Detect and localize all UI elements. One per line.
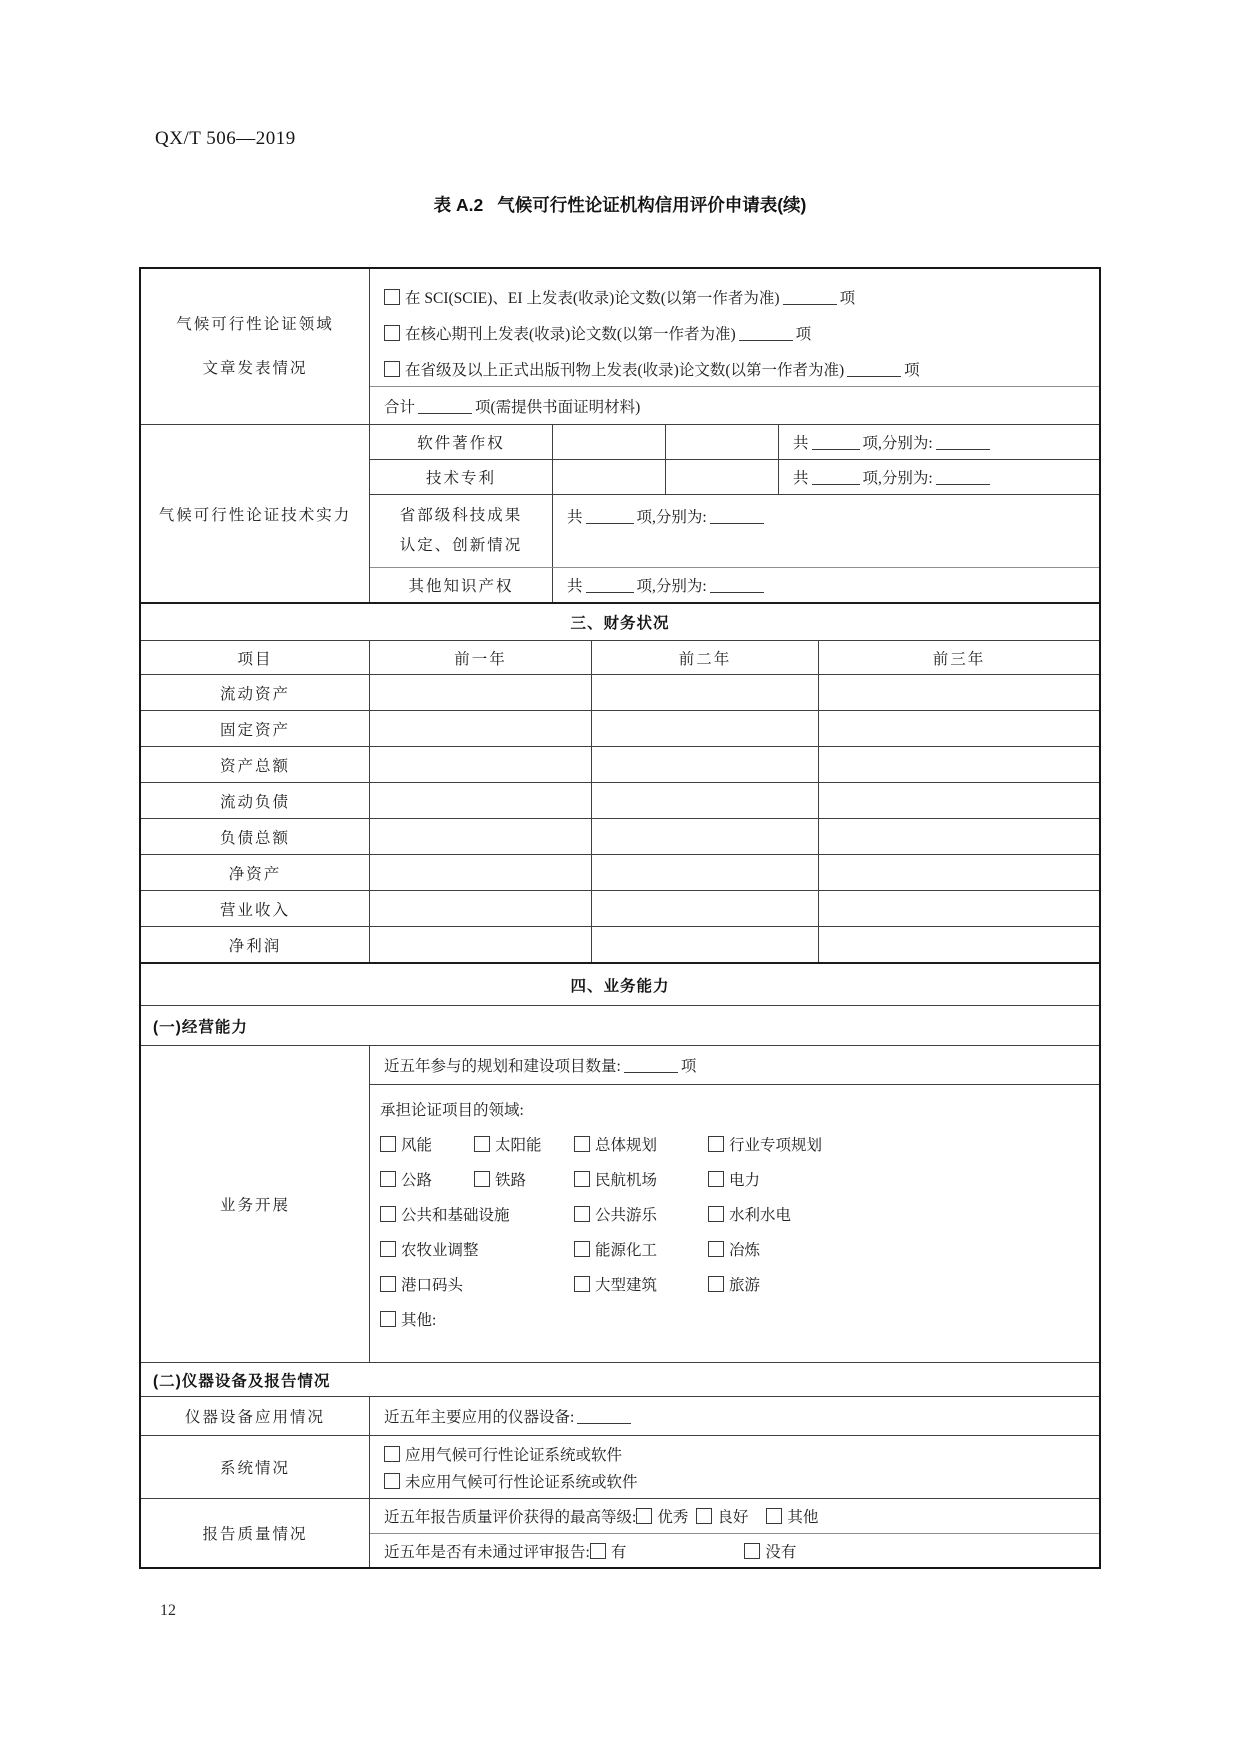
publication-item-line [384,351,1091,387]
finance-data-cell [818,747,1099,782]
system-row [141,1435,1099,1498]
checkbox-icon [574,1276,590,1292]
field-item-label: 水利水电 [729,1206,792,1224]
finance-data-cell [369,855,591,890]
blank-underline [710,577,764,593]
finance-data-cell [818,783,1099,818]
field-item [574,1273,708,1295]
field-item [574,1133,708,1155]
checkbox-icon [380,1241,396,1257]
blank-underline [739,325,793,341]
publication-item-text: 在核心期刊上发表(收录)论文数(以第一作者为准) [405,326,736,343]
tech-row-label: 技术专利 [425,470,496,487]
count-cell [778,425,1099,459]
publication-item-line [384,315,1091,351]
checkbox-icon [708,1241,724,1257]
field-item [380,1133,474,1155]
checkbox-icon [574,1136,590,1152]
count-line [793,466,993,488]
projects-count-suffix: 项 [680,1058,697,1075]
empty-cell [552,425,665,459]
finance-row [141,926,1099,962]
finance-row-label: 净资产 [228,865,282,883]
count-p1: 共 [567,509,583,526]
option-label: 没有 [765,1543,797,1561]
checkbox-icon [744,1543,760,1559]
checkbox-icon [380,1171,396,1187]
finance-header-cell: 前一年 [369,641,591,674]
technical-rowgroup [141,424,1099,602]
checkbox-icon [590,1543,606,1559]
system-options-cell [369,1436,1099,1498]
field-item [574,1168,708,1190]
finance-data-cell [369,819,591,854]
option-label: 良好 [717,1509,749,1526]
count-p1: 共 [793,470,809,487]
blank-underline [710,508,764,524]
table-title-prefix: 表 A.2 [433,195,484,215]
publications-row-label [141,269,369,424]
finance-data-cell [591,747,818,782]
publication-item-suffix: 项 [795,326,812,343]
system-row-label: 系统情况 [219,1460,290,1477]
option-label: 有 [610,1543,627,1561]
table-row [370,567,1099,602]
field-item-label: 行业专项规划 [729,1136,823,1154]
finance-row [141,710,1099,746]
fields-row [380,1231,1093,1266]
finance-header-cell: 项目 [237,650,273,668]
blank-underline [586,577,634,593]
instrument-cell [369,1397,1099,1435]
blank-underline [577,1408,631,1424]
finance-row [141,818,1099,854]
finance-row-label: 营业收入 [219,901,290,919]
finance-row-label: 负债总额 [219,829,290,847]
publications-total-cell [370,386,1099,424]
field-item-label: 公共游乐 [595,1206,658,1224]
checkbox-icon [636,1508,652,1524]
count-p2: 项,分别为: [862,435,933,452]
review-option [744,1540,796,1562]
count-line [793,431,993,453]
grade-option [696,1505,748,1527]
field-item-label: 农牧业调整 [401,1241,479,1259]
tech-row-label-line: 省部级科技成果 [399,506,523,524]
empty-cell [665,425,778,459]
checkbox-icon [696,1508,712,1524]
tech-row-label-line: 认定、创新情况 [399,537,523,554]
field-item [474,1133,574,1155]
checkbox-icon [380,1276,396,1292]
publication-item-suffix: 项 [904,362,920,379]
report-review-text: 近五年是否有未通过评审报告: [384,1543,590,1561]
field-item [380,1168,474,1190]
finance-data-cell [591,783,818,818]
fields-row [380,1196,1093,1231]
count-cell [552,568,1099,602]
finance-row-label: 固定资产 [219,721,290,739]
business-dev-rowgroup [141,1045,1099,1362]
page-number: 12 [160,1602,176,1619]
projects-count-cell [370,1046,1099,1084]
finance-row [141,854,1099,890]
finance-data-cell [818,675,1099,710]
blank-underline [783,289,837,305]
count-line [567,574,767,596]
projects-count-line [384,1054,696,1076]
field-item-label: 旅游 [729,1276,761,1294]
fields-row [380,1266,1093,1301]
tech-row-label: 软件著作权 [417,435,505,452]
field-item [380,1238,574,1260]
field-item [380,1203,574,1225]
business-dev-label: 业务开展 [219,1197,290,1214]
checkbox-icon [708,1171,724,1187]
field-item-label: 公路 [401,1171,433,1189]
checkbox-icon [474,1171,490,1187]
grade-option [636,1505,688,1527]
total-suffix: 项(需提供书面证明材料) [475,398,641,416]
tech-row-label: 其他知识产权 [408,578,514,595]
field-item-label: 公共和基础设施 [401,1206,510,1224]
finance-data-cell [818,927,1099,962]
report-review-cell [370,1533,1099,1567]
checkbox-icon [574,1206,590,1222]
count-p1: 共 [567,578,583,595]
publications-items-cell [370,269,1099,386]
checkbox-icon [574,1241,590,1257]
business-section-title: 四、业务能力 [141,962,1099,1005]
review-option [590,1540,627,1562]
option-label: 其他 [787,1509,819,1526]
system-option-label: 未应用气候可行性论证系统或软件 [405,1473,638,1491]
report-grade-text: 近五年报告质量评价获得的最高等级: [384,1509,637,1526]
field-item-label: 港口码头 [401,1276,464,1294]
publication-item-suffix: 项 [839,290,856,307]
field-item-label: 大型建筑 [595,1276,658,1294]
blank-underline [586,508,634,524]
document-code: QX/T 506—2019 [155,128,296,149]
blank-underline [418,398,472,414]
finance-row-label: 净利润 [228,937,282,955]
instrument-row [141,1396,1099,1435]
count-line [567,505,767,527]
field-item [708,1203,791,1225]
field-item-label: 能源化工 [595,1241,658,1259]
finance-row [141,890,1099,926]
finance-data-cell [369,747,591,782]
checkbox-icon [708,1206,724,1222]
field-item [574,1203,708,1225]
system-option-line [384,1440,1091,1467]
field-item-label: 总体规划 [595,1136,658,1154]
blank-underline [936,434,990,450]
finance-data-cell [591,819,818,854]
empty-cell [665,460,778,494]
blank-underline [936,469,990,485]
grade-option [766,1505,818,1527]
table-title-main: 气候可行性论证机构信用评价申请表(续) [497,195,807,215]
field-item [708,1238,760,1260]
checkbox-icon [384,1473,400,1489]
finance-data-cell [369,711,591,746]
fields-cell [370,1084,1099,1362]
table-title [0,192,1240,217]
fields-row [380,1301,1093,1336]
fields-row [380,1161,1093,1196]
finance-data-cell [818,711,1099,746]
empty-cell [552,460,665,494]
checkbox-icon [384,1446,400,1462]
finance-row-label: 资产总额 [219,757,290,775]
checkbox-icon [708,1276,724,1292]
fields-title: 承担论证项目的领域: [380,1101,524,1119]
field-item [708,1133,822,1155]
blank-underline [812,469,860,485]
field-item [380,1308,436,1330]
operating-capability-subtitle: (一)经营能力 [141,1005,1099,1045]
publication-item-line [384,279,1091,315]
finance-data-cell [591,927,818,962]
checkbox-icon [380,1311,396,1327]
checkbox-icon [384,289,400,305]
instrument-line [384,1405,634,1427]
table-row [370,494,1099,567]
blank-underline [624,1057,678,1073]
finance-data-cell [818,819,1099,854]
blank-underline [847,361,901,377]
tech-row-label [370,495,552,567]
field-item-label: 太阳能 [495,1136,542,1154]
field-item-label: 其他: [401,1311,437,1329]
application-table [139,267,1101,1569]
report-grade-cell [370,1499,1099,1533]
count-p2: 项,分别为: [636,578,707,595]
finance-data-cell [818,855,1099,890]
field-item [380,1273,574,1295]
report-review-line [384,1540,796,1562]
checkbox-icon [380,1136,396,1152]
system-option-line [384,1467,1091,1494]
instrument-text: 近五年主要应用的仪器设备: [384,1409,575,1426]
finance-row-label: 流动负债 [219,793,290,811]
option-label: 优秀 [657,1509,689,1526]
table-row [370,459,1099,494]
finance-header-row [141,640,1099,674]
checkbox-icon [574,1171,590,1187]
field-item-label: 风能 [401,1136,433,1154]
count-p1: 共 [793,435,809,452]
checkbox-icon [708,1136,724,1152]
finance-data-cell [369,783,591,818]
publications-row-label-line: 文章发表情况 [202,359,308,377]
field-item-label: 电力 [729,1171,761,1189]
field-item [574,1238,708,1260]
finance-data-cell [591,891,818,926]
finance-data-cell [818,891,1099,926]
checkbox-icon [474,1136,490,1152]
report-quality-label: 报告质量情况 [202,1526,308,1543]
checkbox-icon [384,361,400,377]
count-p2: 项,分别为: [636,509,707,526]
count-cell [778,460,1099,494]
publications-rowgroup [141,269,1099,424]
checkbox-icon [766,1508,782,1524]
finance-header-cell: 前三年 [818,641,1099,674]
checkbox-icon [380,1206,396,1222]
count-cell [552,495,1099,567]
finance-row [141,782,1099,818]
blank-underline [812,434,860,450]
finance-data-cell [369,927,591,962]
equipment-subtitle: (二)仪器设备及报告情况 [141,1362,1099,1396]
projects-count-text: 近五年参与的规划和建设项目数量: [384,1058,621,1075]
finance-row-label: 流动资产 [219,685,290,703]
instrument-row-label: 仪器设备应用情况 [184,1409,325,1426]
finance-data-cell [591,675,818,710]
field-item-label: 民航机场 [595,1171,658,1189]
field-item [708,1273,760,1295]
finance-section-title: 三、财务状况 [141,602,1099,640]
finance-data-cell [369,891,591,926]
count-p2: 项,分别为: [862,470,933,487]
finance-data-cell [591,855,818,890]
field-item [474,1168,574,1190]
total-prefix: 合计 [384,398,416,416]
finance-header-cell: 前二年 [591,641,818,674]
publications-total-line [384,395,640,417]
table-row [370,425,1099,459]
fields-row [380,1126,1093,1161]
technical-row-label: 气候可行性论证技术实力 [158,506,352,524]
field-item-label: 铁路 [495,1171,527,1189]
system-option-label: 应用气候可行性论证系统或软件 [405,1446,623,1464]
publication-item-text: 在省级及以上正式出版刊物上发表(收录)论文数(以第一作者为准) [405,362,845,379]
finance-row [141,674,1099,710]
finance-data-cell [369,675,591,710]
finance-row [141,746,1099,782]
publication-item-text: 在 SCI(SCIE)、EI 上发表(收录)论文数(以第一作者为准) [405,290,780,307]
finance-data-cell [591,711,818,746]
field-item [708,1168,760,1190]
field-item-label: 冶炼 [729,1241,761,1259]
checkbox-icon [384,325,400,341]
publications-row-label-line: 气候可行性论证领域 [176,316,334,334]
report-grade-line [384,1505,818,1527]
report-quality-rowgroup [141,1498,1099,1567]
